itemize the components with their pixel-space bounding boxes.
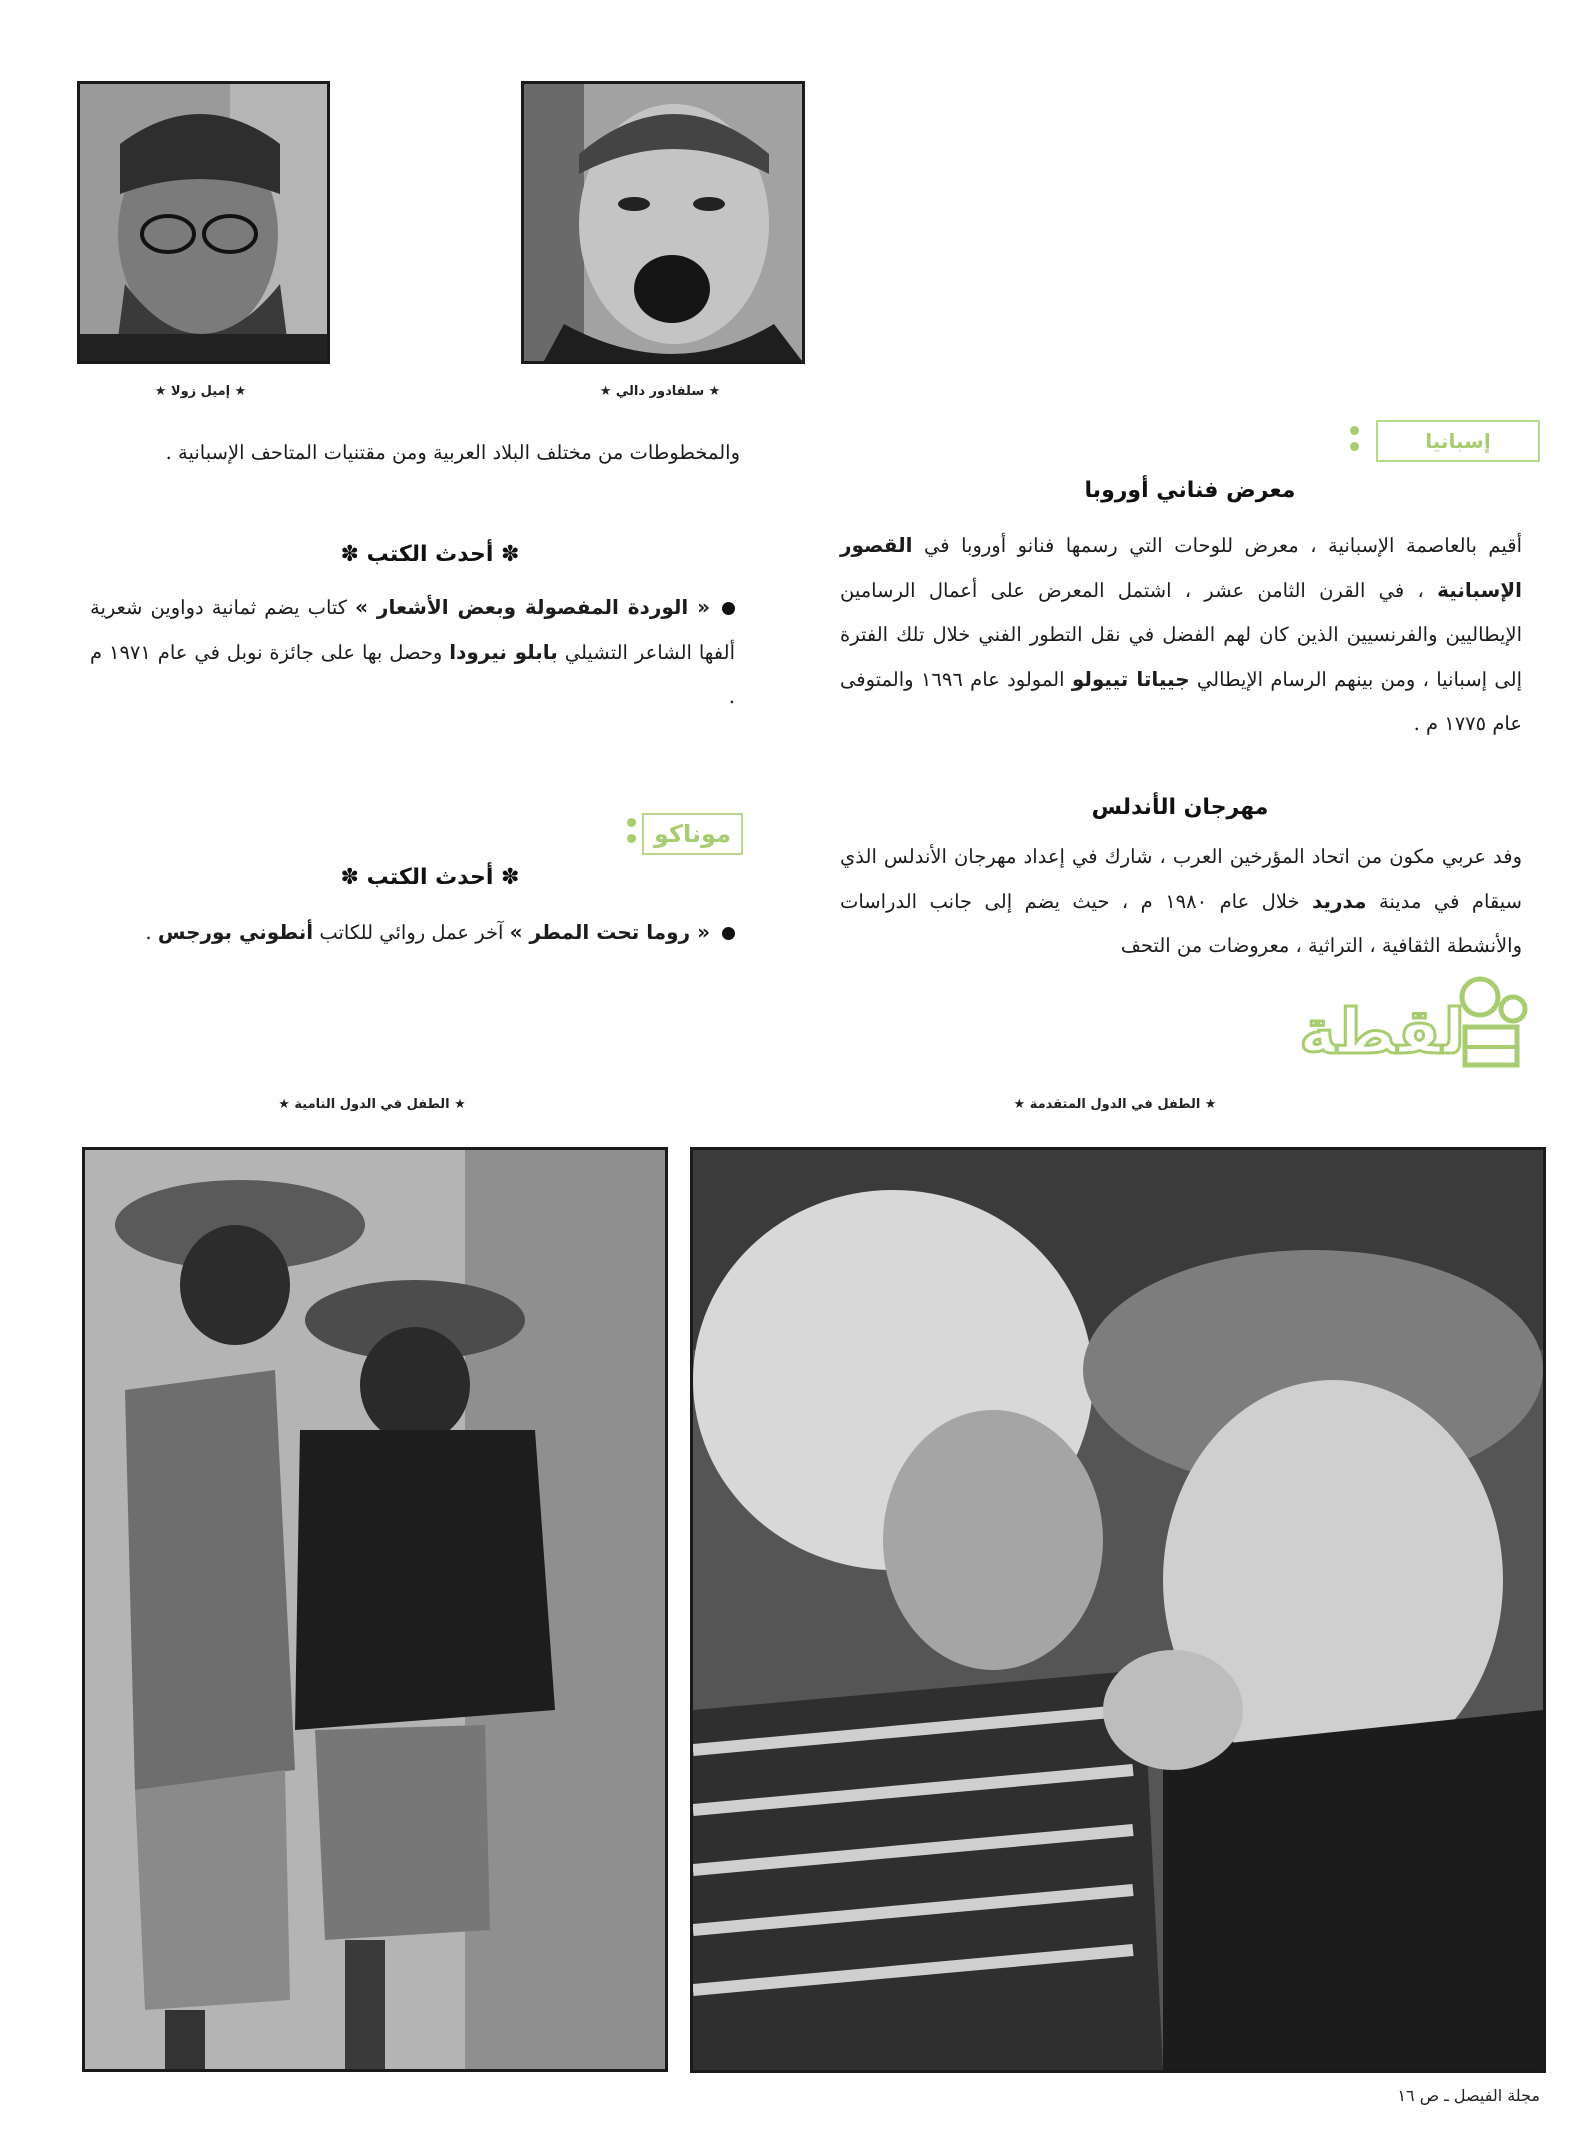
burgess-book-text-b: . bbox=[145, 921, 158, 944]
museum-continuation-text: والمخطوطات من مختلف البلاد العربية ومن مقتنيات المتاحف الإسبانية . bbox=[165, 441, 740, 464]
zola-portrait-image bbox=[80, 84, 327, 361]
madrid-name: مدريد bbox=[1311, 889, 1367, 913]
developing-child-image bbox=[85, 1150, 665, 2069]
burgess-author-name: أنطوني بورجس bbox=[157, 920, 314, 944]
monaco-section-tag: موناكو bbox=[642, 813, 743, 855]
burgess-book-text-a: آخر عمل روائي للكاتب bbox=[313, 921, 510, 944]
neruda-book-title: « الوردة المفصولة وبعض الأشعار » bbox=[355, 595, 710, 619]
laqta-logo bbox=[1275, 975, 1530, 1075]
neruda-book-text-b: وحصل بها على جائزة نوبل في عام ١٩٧١ م . bbox=[90, 641, 735, 708]
developed-child-photo bbox=[690, 1147, 1546, 2073]
developed-child-caption: ★ الطفل في الدول المتقدمة ★ bbox=[1013, 1097, 1217, 1112]
europe-artists-heading: معرض فناني أوروبا bbox=[1084, 478, 1296, 503]
dali-caption: ★ سلفادور دالي ★ bbox=[599, 384, 721, 399]
dali-portrait-photo bbox=[521, 81, 805, 364]
europe-artists-text-b: ، في القرن الثامن عشر ، اشتمل المعرض على أعمال الرسامين الإيطاليين والفرنسيين الذين كان لهم الفضل في نقل التطور الفني خلال تلك الفترة إلى إسبانيا ، ومن بينهم الرسام الإيطالي bbox=[840, 579, 1522, 691]
tiepolo-name: جيياتا تييولو bbox=[1071, 667, 1190, 691]
europe-artists-paragraph bbox=[840, 523, 1522, 746]
burgess-book-paragraph bbox=[90, 910, 735, 955]
bullet-icon bbox=[722, 602, 735, 615]
monaco-tag-dots-icon bbox=[627, 818, 637, 848]
books-heading-1: ✽ أحدث الكتب ✽ bbox=[340, 542, 520, 567]
dali-portrait-image bbox=[524, 84, 802, 361]
page-footer: مجلة الفيصل ـ ص ١٦ bbox=[1397, 2086, 1540, 2105]
neruda-book-text-a: كتاب يضم ثمانية دواوين شعرية ألفها الشاعر التشيلي bbox=[90, 596, 735, 664]
zola-caption: ★ إميل زولا ★ bbox=[154, 384, 247, 399]
spain-section-tag: إسبانيا bbox=[1376, 420, 1540, 462]
spanish-palaces-name: القصور الإسبانية bbox=[840, 533, 1522, 602]
neruda-author-name: بابلو نيرودا bbox=[449, 640, 558, 664]
laqta-logo-word: لقطة bbox=[1299, 995, 1465, 1068]
developing-child-caption: ★ الطفل في الدول النامية ★ bbox=[278, 1097, 466, 1112]
bullet-icon bbox=[722, 927, 735, 940]
burgess-book-title: « روما تحت المطر » bbox=[509, 920, 710, 944]
books-heading-2: ✽ أحدث الكتب ✽ bbox=[340, 865, 520, 890]
andalusia-text-b: خلال عام ١٩٨٠ م ، حيث يضم إلى جانب الدراسات والأنشطة الثقافية ، التراثية ، معروضات من التحف bbox=[840, 890, 1522, 957]
andalusia-festival-paragraph bbox=[840, 835, 1522, 968]
spain-tag-dots-icon bbox=[1350, 426, 1360, 456]
andalusia-text-a: وفد عربي مكون من اتحاد المؤرخين العرب ، شارك في إعداد مهرجان الأندلس الذي سيقام في مدينة bbox=[840, 845, 1522, 913]
andalusia-festival-heading: مهرجان الأندلس bbox=[1091, 795, 1269, 820]
europe-artists-text-a: أقيم بالعاصمة الإسبانية ، معرض للوحات التي رسمها فنانو أوروبا في bbox=[912, 534, 1522, 557]
developed-child-image bbox=[693, 1150, 1543, 2070]
europe-artists-text-c: المولود عام ١٦٩٦ والمتوفى عام ١٧٧٥ م . bbox=[840, 668, 1522, 735]
developing-child-photo bbox=[82, 1147, 668, 2072]
neruda-book-paragraph bbox=[90, 585, 735, 719]
zola-portrait-photo bbox=[77, 81, 330, 364]
